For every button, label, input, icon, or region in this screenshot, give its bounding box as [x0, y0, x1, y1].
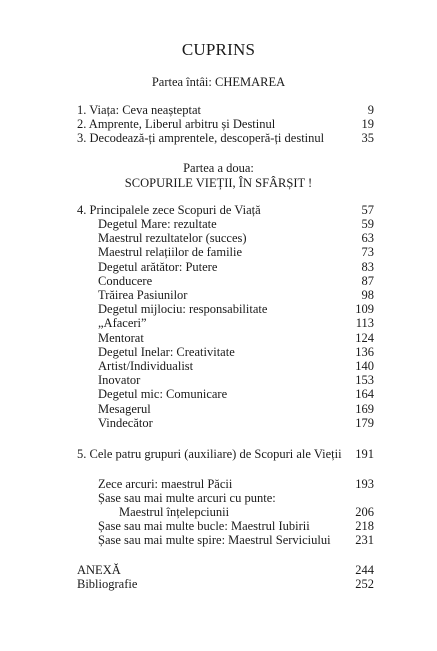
toc-label: Maestrul relațiilor de familie [98, 245, 243, 260]
toc-row [98, 359, 374, 374]
toc-page: 109 [355, 302, 374, 317]
toc-row [77, 131, 374, 146]
toc-page: 252 [355, 577, 374, 591]
toc-row [98, 331, 374, 346]
page-title: CUPRINS [181, 40, 256, 59]
toc-label: 1. Viața: Ceva neașteptat [77, 103, 201, 117]
toc-row [98, 533, 374, 548]
toc-label: Trăirea Pasiunilor [98, 288, 188, 302]
toc-page: 59 [361, 217, 374, 231]
toc-row [77, 447, 374, 462]
toc-page: 87 [361, 273, 374, 288]
toc-label: Degetul Mare: rezultate [98, 217, 217, 231]
toc-row [98, 387, 374, 402]
toc-label: Zece arcuri: maestrul Păcii [98, 477, 233, 491]
toc-label: Vindecător [98, 415, 153, 430]
toc-row [98, 260, 374, 275]
toc-page: 57 [361, 203, 374, 217]
toc-label: Inovator [98, 373, 141, 388]
toc-label: Șase sau mai multe bucle: Maestrul Iubirii [98, 519, 310, 533]
toc-row [98, 373, 374, 388]
toc-row [98, 477, 374, 492]
toc-row [77, 203, 374, 218]
toc-label: Degetul mic: Comunicare [98, 387, 228, 402]
toc-label: Șase sau mai multe spire: Maestrul Serviciului [98, 533, 331, 547]
toc-label: ANEXĂ [77, 563, 121, 577]
toc-label: „Afaceri” [98, 316, 147, 331]
toc-row [98, 217, 374, 232]
toc-row [98, 245, 374, 260]
toc-page: 83 [361, 259, 374, 274]
part2-subheading: SCOPURILE VIEȚII, ÎN SFÂRȘIT ! [124, 176, 313, 190]
toc-page: 244 [355, 563, 374, 577]
toc-page: 98 [361, 288, 374, 302]
toc-page: 191 [355, 447, 374, 461]
toc-label: Conducere [98, 273, 153, 288]
toc-page: 231 [355, 533, 374, 547]
toc-row [98, 316, 374, 331]
toc-row [77, 117, 374, 132]
toc-page: 169 [355, 401, 374, 416]
toc-page: 179 [355, 415, 374, 430]
toc-label: Degetul arătător: Putere [98, 259, 218, 274]
toc-page: 193 [355, 477, 374, 491]
toc-label: Degetul mijlociu: responsabilitate [98, 302, 268, 317]
toc-label: Mesagerul [98, 401, 151, 416]
toc-page: 124 [355, 330, 374, 345]
toc-row [119, 505, 374, 520]
toc-label: Șase sau mai multe arcuri cu punte: [98, 491, 276, 505]
toc-page: 113 [355, 316, 374, 331]
toc-page: 218 [355, 519, 374, 533]
toc-label: 5. Cele patru grupuri (auxiliare) de Scopuri ale Vieții [77, 447, 342, 461]
toc-label: 2. Amprente, Liberul arbitru și Destinul [77, 117, 276, 131]
toc-label: Maestrul înțelepciunii [119, 505, 230, 519]
toc-label: Degetul Inelar: Creativitate [98, 344, 235, 359]
toc-page: 35 [361, 131, 374, 145]
toc-row [98, 345, 374, 360]
toc-page: 9 [367, 103, 374, 117]
toc-page: 63 [361, 231, 374, 246]
toc-page: 140 [355, 359, 374, 373]
toc-page: 153 [355, 373, 374, 388]
toc-row [98, 519, 374, 534]
toc-label: Mentorat [98, 330, 144, 345]
toc-label: 4. Principalele zece Scopuri de Viață [77, 203, 261, 217]
part2-heading: Partea a doua: [183, 161, 254, 175]
toc-label: Maestrul rezultatelor (succes) [98, 231, 247, 246]
toc-label: 3. Decodează-ți amprentele, descoperă-ți destinul [77, 131, 325, 145]
toc-row [98, 491, 374, 506]
toc-page: 136 [355, 344, 374, 359]
toc-row [98, 288, 374, 303]
toc-row [98, 274, 374, 289]
toc-label: Artist/Individualist [98, 359, 194, 373]
toc-row [98, 231, 374, 246]
toc-label: Bibliografie [77, 577, 138, 591]
toc-row [98, 402, 374, 417]
part1-heading: Partea întâi: CHEMAREA [151, 75, 286, 89]
toc-row [98, 416, 374, 431]
toc-row [77, 577, 374, 592]
toc-page: 164 [355, 387, 374, 402]
toc-row [77, 103, 374, 118]
toc-row [77, 563, 374, 578]
toc-row [98, 302, 374, 317]
toc-page: 206 [355, 505, 374, 519]
toc-page: 19 [361, 117, 374, 131]
toc-page: 73 [361, 245, 374, 260]
